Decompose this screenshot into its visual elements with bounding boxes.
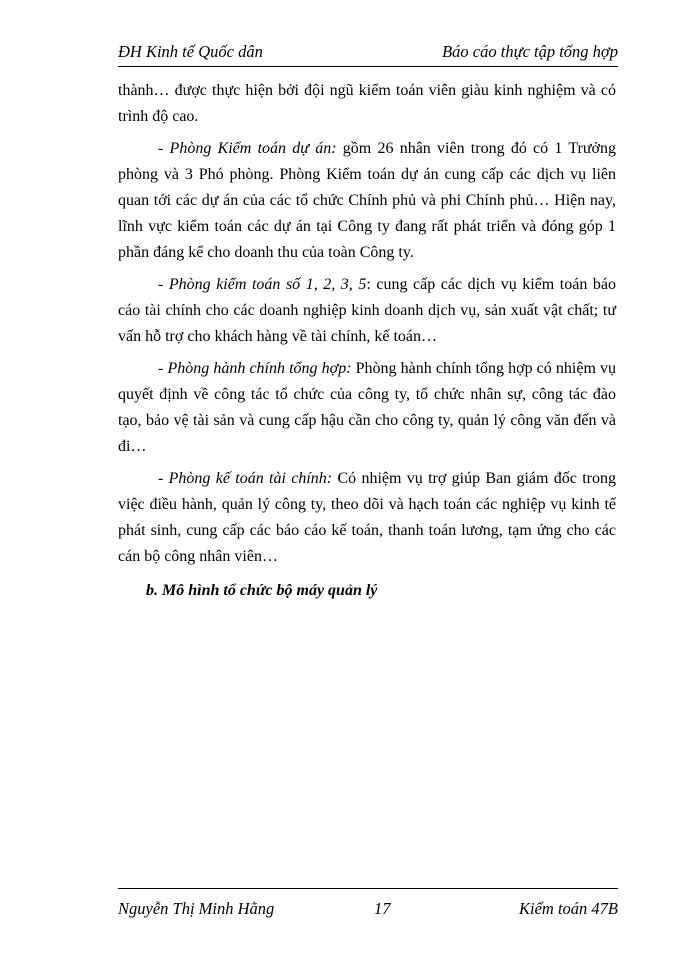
paragraph-text: Phòng hành chính tổng hợp có nhiệm vụ quyết định về công tác tổ chức của công ty, tổ chức nhân sự, công tác đào tạo, bảo vệ tài sản và cung cấp hậu cần cho công ty, quản lý công văn đến và đi…	[118, 360, 617, 455]
paragraph-label: - Phòng Kiểm toán dự án:	[158, 140, 337, 157]
paragraph-continuation	[118, 78, 616, 130]
footer-class: Kiểm toán 47B	[519, 899, 618, 918]
page-number: 17	[374, 899, 391, 918]
document-body	[118, 78, 616, 604]
page-footer	[118, 888, 618, 923]
paragraph-label: - Phòng kế toán tài chính:	[158, 470, 333, 487]
paragraph-finance	[118, 466, 616, 570]
paragraph-text: gồm 26 nhân viên trong đó có 1 Trưởng phòng và 3 Phó phòng. Phòng Kiểm toán dự án cung cấp các dịch vụ liên quan tới các dự án của các tổ chức Chính phủ và phi Chính phủ… Hiện nay, lĩnh vực kiểm toán các dự án tại Công ty đang rất phát triển và đóng góp 1 phần đáng kể cho doanh thu của toàn Công ty.	[118, 140, 616, 261]
section-heading: b. Mô hình tổ chức bộ máy quản lý	[146, 582, 378, 599]
paragraph-audit-departments	[118, 272, 616, 350]
paragraph-label: - Phòng hành chính tổng hợp:	[158, 360, 352, 377]
paragraph-text: thành… được thực hiện bởi đội ngũ kiểm toán viên giàu kinh nghiệm và có trình độ cao.	[118, 82, 616, 125]
paragraph-text: : cung cấp các dịch vụ kiểm toán báo cáo tài chính cho các doanh nghiệp kinh doanh dịch vụ, sản xuất vật chất; tư vấn hỗ trợ cho khách hàng về tài chính, kế toán…	[118, 276, 616, 345]
paragraph-text: Có nhiệm vụ trợ giúp Ban giám đốc trong việc điều hành, quản lý công ty, theo dõi và hạch toán các nghiệp vụ kinh tế phát sinh, cung cấp các báo cáo kế toán, thanh toán lương, tạm ứng cho các cán bộ công nhân viên…	[118, 470, 617, 565]
footer-author: Nguyễn Thị Minh Hằng	[118, 899, 275, 918]
paragraph-admin	[118, 356, 616, 460]
paragraph-label: - Phòng kiểm toán số 1, 2, 3, 5	[158, 276, 367, 293]
header-report-title: Báo cáo thực tập tổng hợp	[442, 42, 618, 61]
paragraph-project-audit	[118, 136, 616, 266]
header-university: ĐH Kinh tế Quốc dân	[118, 42, 263, 61]
page-header	[118, 38, 618, 67]
